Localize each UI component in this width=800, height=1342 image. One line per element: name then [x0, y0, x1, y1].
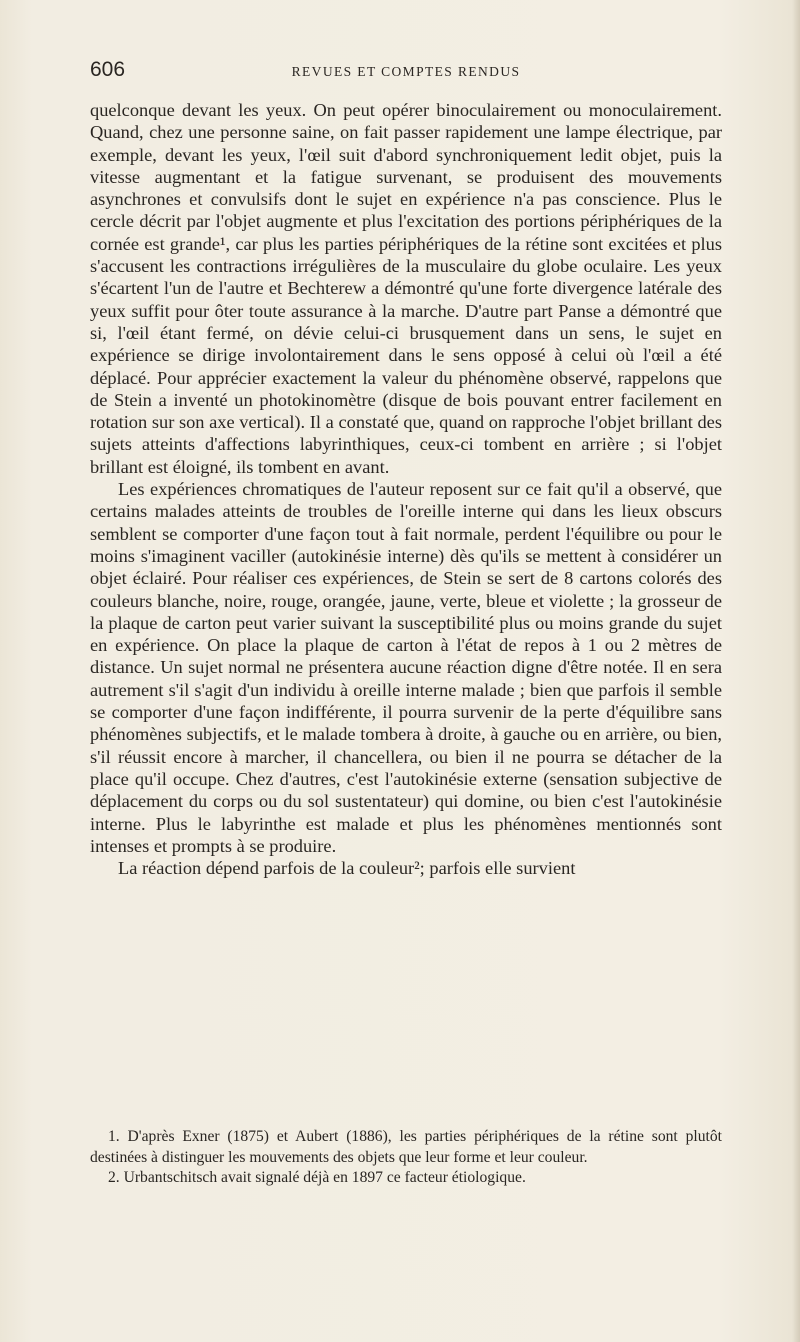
paragraph-2: Les expériences chromatiques de l'auteur reposent sur ce fait qu'il a observé, que certains malades atteints de troubles de l'oreille interne qui dans les lieux obscurs semblent se comporter d'une façon tout à fait normale, perdent l'équilibre ou pour le moins s'imaginent vaciller (autokinésie interne) dès qu'ils se mettent à considérer un objet éclairé. Pour réaliser ces expériences, de Stein se sert de 8 cartons colorés des couleurs blanche, noire, rouge, orangée, jaune, verte, bleue et violette ; la grosseur de la plaque de carton peut varier suivant la susceptibilité plus ou moins grande du sujet en expérience. On place la plaque de carton à l'état de repos à 1 ou 2 mètres de distance. Un sujet normal ne présentera aucune réaction digne d'être notée. Il en sera autrement s'il s'agit d'un individu à oreille interne malade ; bien que parfois il semble se comporter d'une façon indifférente, il pourra survenir de la perte d'équilibre sans phénomènes subjectifs, et le malade tombera à droite, à gauche ou en arrière, ou bien, s'il réussit encore à marcher, il chancellera, ou bien il ne pourra se détacher de la place qu'il occupe. Chez d'autres, c'est l'autokinésie externe (sensation subjective de déplacement du corps ou du sol sustentateur) qui domine, ou bien c'est l'autokinésie interne. Plus le labyrinthe est malade et plus les phénomènes mentionnés sont intenses et prompts à se produire. [90, 479, 722, 856]
paragraph-3: La réaction dépend parfois de la couleur²; parfois elle survient [118, 858, 576, 879]
page-edge-shadow [792, 0, 800, 1342]
page-number: 606 [90, 58, 126, 81]
paragraph-1: quelconque devant les yeux. On peut opérer binoculairement ou monoculairement. Quand, chez une personne saine, on fait passer rapidement une lampe électrique, par exemple, devant les yeux, l'œil suit d'abord synchroniquement ledit objet, puis la vitesse augmentant et la fatigue survenant, se produisent des mouvements asynchrones et convulsifs dont le sujet en expérience n'a pas conscience. Plus le cercle décrit par l'objet augmente et plus l'excitation des portions périphériques de la cornée est grande¹, car plus les parties périphériques de la rétine sont excitées et plus s'accusent les contractions irrégulières de la musculaire du globe oculaire. Les yeux s'écartent l'un de l'autre et Bechterew a démontré qu'une forte divergence latérale des yeux suffit pour ôter toute assurance à la marche. D'autre part Panse a démontré que si, l'œil étant fermé, on dévie celui-ci brusquement dans un sens, le sujet en expérience se dirige involontairement dans le sens opposé à celui où l'œil a été déplacé. Pour apprécier exactement la valeur du phénomène observé, rappelons que de Stein a inventé un photokinomètre (disque de bois pouvant entrer facilement en rotation sur son axe vertical). Il a constaté que, quand on rapproche l'objet brillant des sujets atteints d'affections labyrinthiques, ceux-ci tombent en arrière ; si l'objet brillant est éloigné, ils tombent en avant. [90, 100, 722, 477]
running-head: REVUES ET COMPTES RENDUS [291, 64, 521, 79]
footnote-2: 2. Urbantschitsch avait signalé déjà en 1897 ce facteur étiologique. [108, 1169, 526, 1186]
footnote-1: 1. D'après Exner (1875) et Aubert (1886), les parties périphériques de la rétine sont plutôt destinées à distinguer les mouvements des objets que leur forme et leur couleur. [90, 1128, 722, 1166]
footnotes [90, 1127, 722, 1189]
page-header [90, 58, 722, 88]
body-text [90, 99, 722, 879]
